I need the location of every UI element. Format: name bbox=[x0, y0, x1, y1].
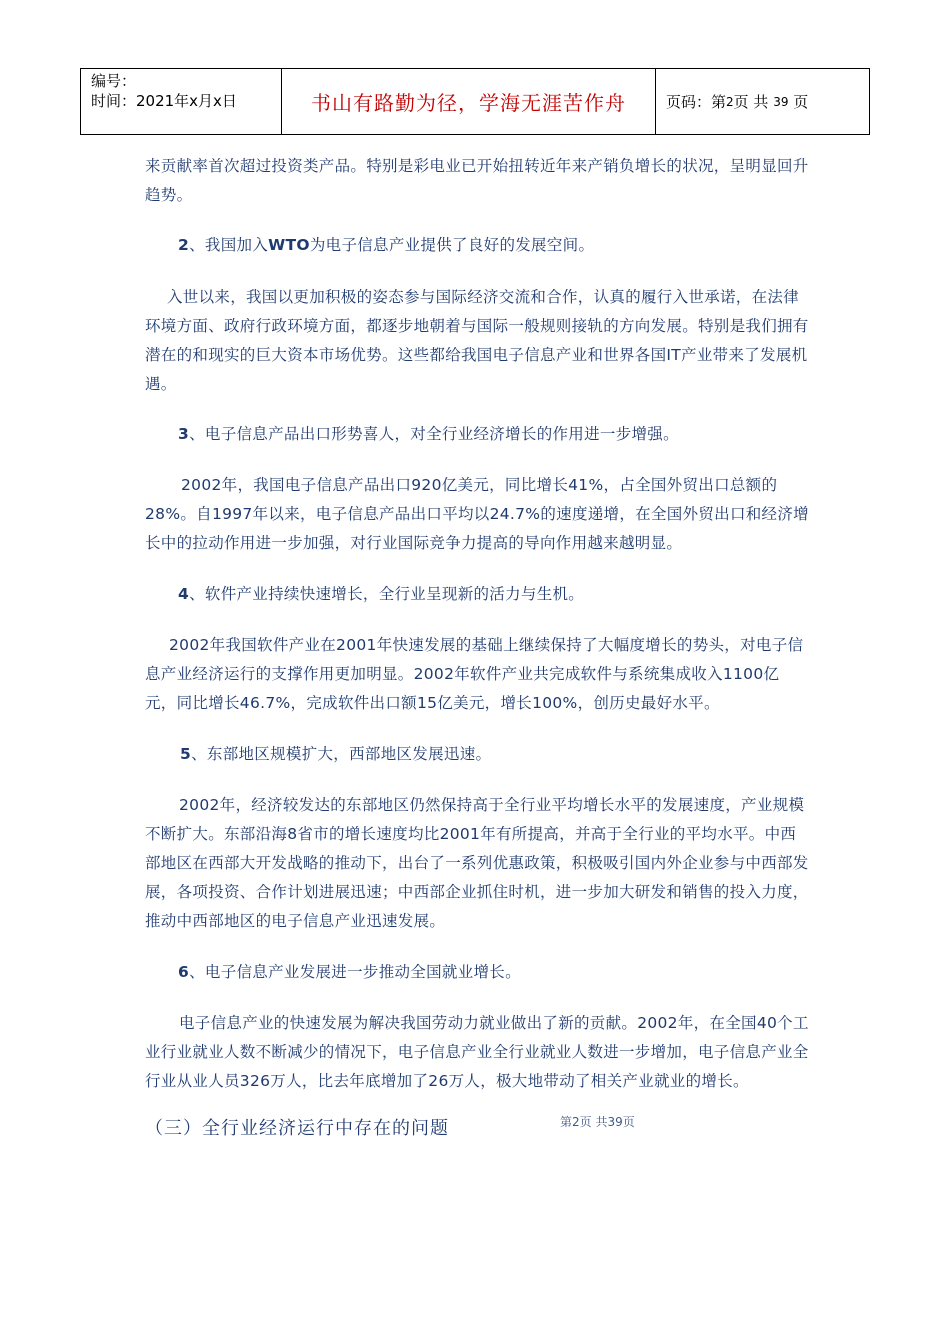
heading-4 bbox=[145, 580, 810, 609]
page-suffix: 页 bbox=[793, 93, 809, 111]
document-body bbox=[145, 152, 810, 1143]
heading-2-num: 2 bbox=[178, 236, 190, 254]
page-current: 2 bbox=[726, 94, 734, 109]
heading-3 bbox=[145, 420, 810, 449]
heading-3-num: 3 bbox=[178, 425, 190, 443]
header-motto: 书山有路勤为径，学海无涯苦作舟 bbox=[282, 69, 656, 134]
paragraph-4: 2002年我国软件产业在2001年快速发展的基础上继续保持了大幅度增长的势头，对电子信息产业经济运行的支撑作用更加明显。2002年软件产业共完成软件与系统集成收入1100亿元，同比增长46.7%，完成软件出口额15亿美元，增长100%，创历史最好水平。 bbox=[145, 636, 804, 712]
page-total: 39 bbox=[773, 94, 789, 109]
heading-6-num: 6 bbox=[178, 963, 190, 981]
paragraph-2: 入世以来，我国以更加积极的姿态参与国际经济交流和合作，认真的履行入世承诺，在法律环境方面、政府行政环境方面，都逐步地朝着与国际一般规则接轨的方向发展。特别是我们拥有潜在的和现实的巨大资本市场优势。这些都给我国电子信息产业和世界各国IT产业带来了发展机遇。 bbox=[145, 288, 809, 393]
heading-2-pre: 、我国加入 bbox=[189, 236, 269, 254]
heading-5-num: 5 bbox=[180, 745, 192, 763]
header-page-info bbox=[656, 69, 869, 134]
heading-4-text: 、软件产业持续快速增长，全行业呈现新的活力与生机。 bbox=[189, 585, 585, 603]
page-mid: 页 共 bbox=[733, 93, 769, 111]
paragraph-6: 电子信息产业的快速发展为解决我国劳动力就业做出了新的贡献。2002年，在全国40个工业行业就业人数不断减少的情况下，电子信息产业全行业就业人数进一步增加，电子信息产业全行业从业人员326万人，比去年底增加了26万人，极大地带动了相关产业就业的增长。 bbox=[145, 1014, 809, 1090]
heading-4-num: 4 bbox=[178, 585, 190, 603]
heading-6 bbox=[145, 958, 810, 987]
heading-2 bbox=[145, 231, 810, 260]
number-label: 编号： bbox=[91, 72, 137, 90]
heading-5-text: 、东部地区规模扩大，西部地区发展迅速。 bbox=[191, 745, 492, 763]
paragraph-1: 来贡献率首次超过投资类产品。特别是彩电业已开始扭转近年来产销负增长的状况，呈明显回升趋势。 bbox=[145, 157, 809, 204]
section-title: （三）全行业经济运行中存在的问题 bbox=[145, 1118, 449, 1139]
heading-6-text: 、电子信息产业发展进一步推动全国就业增长。 bbox=[189, 963, 521, 981]
heading-3-text: 、电子信息产品出口形势喜人，对全行业经济增长的作用进一步增强。 bbox=[189, 425, 679, 443]
paragraph-3: 2002年，我国电子信息产品出口920亿美元，同比增长41%，占全国外贸出口总额的28%。自1997年以来，电子信息产品出口平均以24.7%的速度递增，在全国外贸出口和经济增长中的拉动作用进一步加强，对行业国际竞争力提高的导向作用越来越明显。 bbox=[145, 476, 809, 552]
header-meta bbox=[81, 69, 282, 134]
time-label: 时间：2021年x月x日 bbox=[91, 92, 237, 110]
page-number-overlay: 第2页 共39页 bbox=[560, 1115, 635, 1129]
heading-2-post: 为电子信息产业提供了良好的发展空间。 bbox=[309, 236, 595, 254]
paragraph-5: 2002年，经济较发达的东部地区仍然保持高于全行业平均增长水平的发展速度，产业规模不断扩大。东部沿海8省市的增长速度均比2001年有所提高，并高于全行业的平均水平。中西部地区在西部大开发战略的推动下，出台了一系列优惠政策，积极吸引国内外企业参与中西部发展，各项投资、合作计划进展迅速；中西部企业抓住时机，进一步加大研发和销售的投入力度，推动中西部地区的电子信息产业迅速发展。 bbox=[145, 796, 809, 930]
page-header bbox=[80, 68, 870, 135]
heading-2-bold: WTO bbox=[268, 236, 310, 254]
heading-5 bbox=[145, 740, 810, 769]
page-prefix: 页码：第 bbox=[666, 93, 727, 111]
